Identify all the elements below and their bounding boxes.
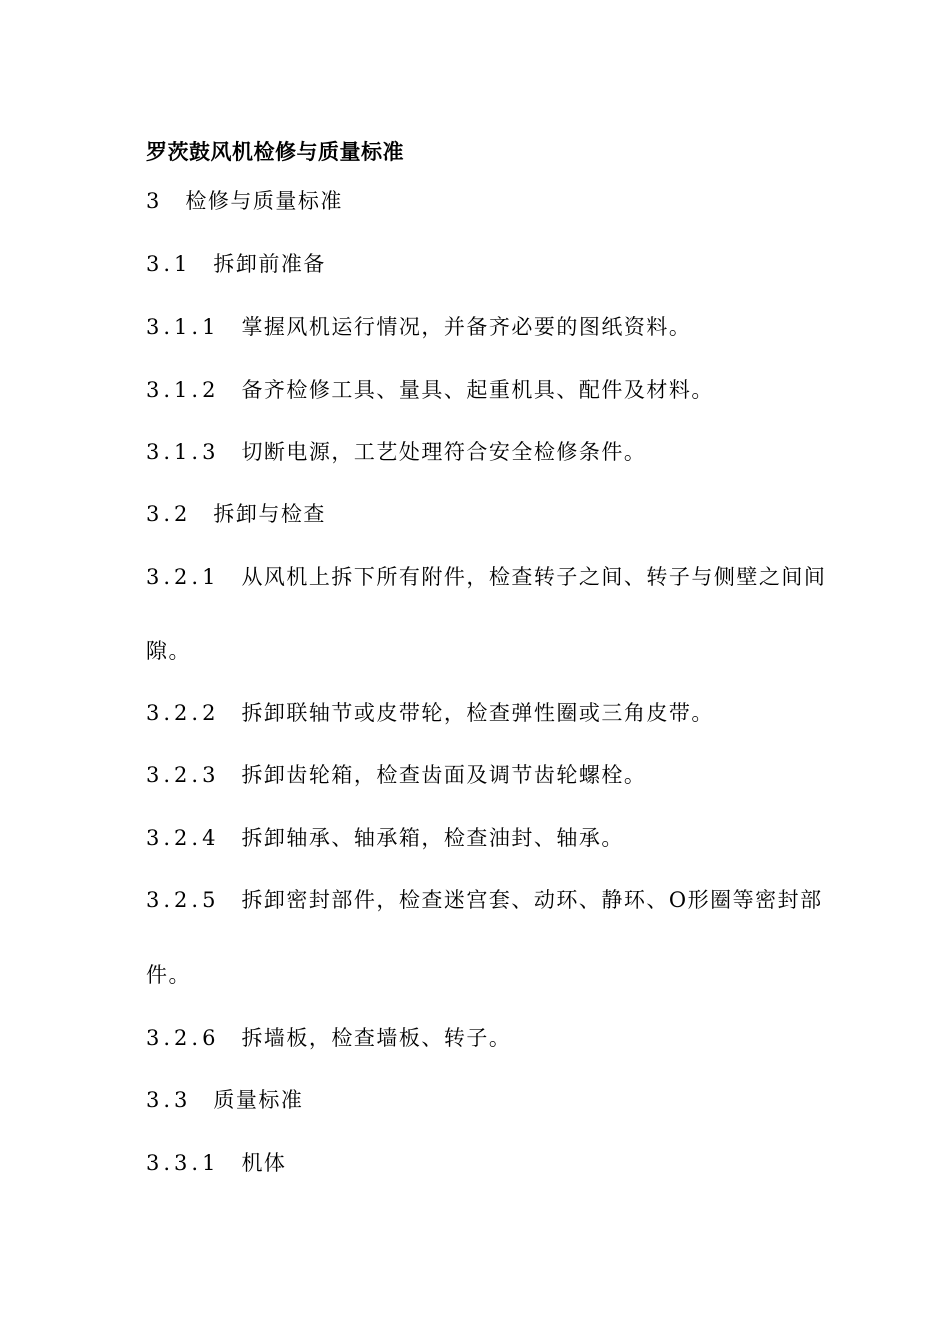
section-text: 掌握风机运行情况，并备齐必要的图纸资料。 <box>241 315 692 339</box>
section-number: 3.1.1 <box>146 315 220 339</box>
section-text: 拆墙板，检查墙板、转子。 <box>241 1026 512 1050</box>
section-number: 3.2.6 <box>146 1026 220 1050</box>
section-3-2-3 <box>146 760 826 790</box>
section-number: 3.2.3 <box>146 763 220 787</box>
section-number: 3.1.2 <box>146 378 220 402</box>
document-title: 罗茨鼓风机检修与质量标准 <box>146 139 404 164</box>
section-3-2-2 <box>146 698 826 728</box>
section-3-3 <box>146 1085 826 1115</box>
section-3-2-5 <box>146 885 826 915</box>
section-3-1-2 <box>146 375 826 405</box>
section-text: 质量标准 <box>213 1088 304 1112</box>
section-text: 切断电源，工艺处理符合安全检修条件。 <box>241 440 647 464</box>
section-3-2-6 <box>146 1023 826 1053</box>
section-text: 检修与质量标准 <box>185 189 343 213</box>
section-3-2-4 <box>146 823 826 853</box>
section-text: 拆卸齿轮箱，检查齿面及调节齿轮螺栓。 <box>241 763 647 787</box>
section-text: 备齐检修工具、量具、起重机具、配件及材料。 <box>241 378 714 402</box>
section-number: 3.3 <box>146 1088 192 1112</box>
section-text: 拆卸前准备 <box>213 252 326 276</box>
section-3-2-1 <box>146 562 826 592</box>
section-text: 从风机上拆下所有附件，检查转子之间、转子与侧壁之间间 <box>241 565 827 589</box>
section-number: 3.2.4 <box>146 826 220 850</box>
section-3-1 <box>146 249 826 279</box>
section-text: 拆卸联轴节或皮带轮，检查弹性圈或三角皮带。 <box>241 701 714 725</box>
section-3-2-1-continuation: 隙。 <box>146 639 191 663</box>
section-number: 3.2.1 <box>146 565 220 589</box>
section-number: 3.3.1 <box>146 1151 220 1175</box>
section-3 <box>146 186 826 216</box>
section-text: 拆卸密封部件，检查迷宫套、动环、静环、O形圈等密封部 <box>241 888 823 912</box>
section-text: 拆卸与检查 <box>213 502 326 526</box>
section-text: 拆卸轴承、轴承箱，检查油封、轴承。 <box>241 826 624 850</box>
section-number: 3.2.5 <box>146 888 220 912</box>
section-number: 3 <box>146 189 164 213</box>
section-3-1-3 <box>146 437 826 467</box>
section-number: 3.1 <box>146 252 192 276</box>
section-3-2-5-continuation: 件。 <box>146 963 191 987</box>
section-number: 3.2 <box>146 502 192 526</box>
section-3-2 <box>146 499 826 529</box>
section-text: 机体 <box>241 1151 287 1175</box>
section-number: 3.2.2 <box>146 701 220 725</box>
section-3-3-1 <box>146 1148 826 1178</box>
section-number: 3.1.3 <box>146 440 220 464</box>
section-3-1-1 <box>146 312 826 342</box>
